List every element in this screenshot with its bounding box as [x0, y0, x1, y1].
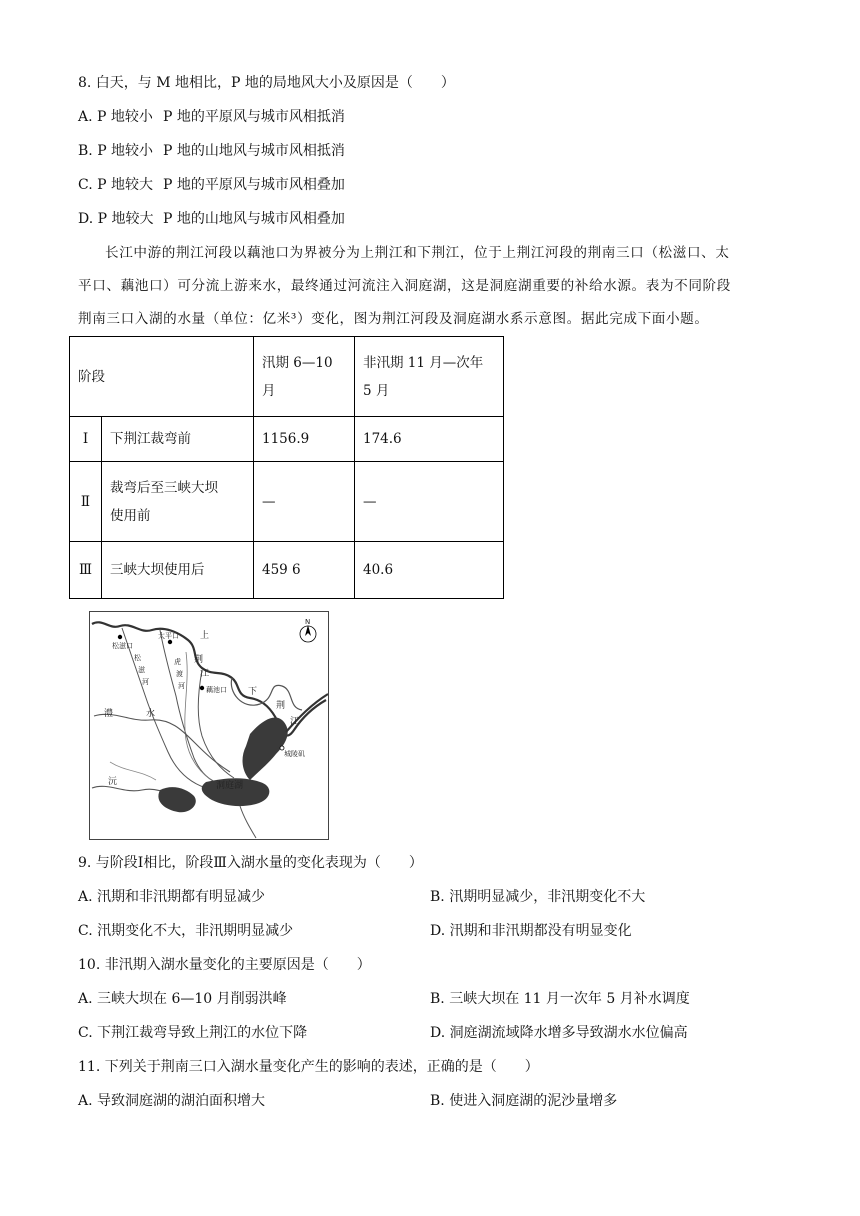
q10-option-b: B. 三峡大坝在 11 月一次年 5 月补水调度 — [430, 991, 690, 1007]
table-header-dry-line2: 5 月 — [363, 382, 390, 399]
jingjiang-dongting-map — [89, 611, 329, 840]
table-header-dry — [355, 337, 504, 417]
q8-option-b — [78, 141, 345, 161]
q8-option-d-letter: D. P 地较大 — [78, 211, 154, 227]
table-row-2-name-line2: 使用前 — [110, 507, 151, 524]
map-label-zi: 滋 — [138, 666, 145, 674]
table-header-flood-line1: 汛期 6—10 — [262, 354, 333, 371]
north-arrow-icon — [300, 618, 316, 642]
map-label-hu: 虎 — [174, 658, 181, 666]
passage-line-1-text: 长江中游的荆江河段以藕池口为界被分为上荆江和下荆江，位于上荆江河段的荆南三口（松滋口、太 — [105, 245, 730, 261]
table-row-2-dry: — — [355, 462, 504, 542]
q8-stem: 8. 白天，与 M 地相比，P 地的局地风大小及原因是（ ） — [78, 75, 455, 91]
map-huduhe-river — [160, 630, 222, 784]
table-row-3-dry: 40.6 — [355, 542, 504, 599]
map-xiangjiang-river — [240, 806, 256, 838]
q8-option-c-letter: C. P 地较大 — [78, 177, 153, 193]
map-oukou-point — [200, 686, 204, 690]
map-label-xia: 下 — [248, 687, 258, 697]
q10-stem: 10. 非汛期入湖水量变化的主要原因是（ ） — [78, 957, 371, 973]
map-label-yuan: 沅 — [108, 777, 118, 787]
q10-option-d: D. 洞庭湖流域降水增多导致湖水水位偏高 — [430, 1025, 688, 1041]
map-label-taipingkou: 太平口 — [158, 632, 179, 640]
table-row — [70, 462, 504, 542]
map-label-he1: 河 — [142, 678, 149, 686]
q9-stem: 9. 与阶段Ⅰ相比，阶段Ⅲ入湖水量的变化表现为（ ） — [78, 855, 423, 871]
q8-option-d-text: P 地的山地风与城市风相叠加 — [163, 211, 345, 227]
table-header-row — [70, 337, 504, 417]
map-label-chenglingji: 城陵矶 — [284, 750, 305, 758]
map-dongting-west — [158, 787, 195, 812]
q8-option-d — [78, 209, 345, 229]
stage-table — [69, 336, 504, 599]
map-label-jiang2: 江 — [290, 717, 300, 727]
q8-option-a-text: P 地的平原风与城市风相抵消 — [163, 109, 345, 125]
q8-option-b-letter: B. P 地较小 — [78, 143, 154, 159]
map-label-dongting: 洞庭湖 — [216, 781, 244, 791]
table-row-3-name: 三峡大坝使用后 — [102, 542, 254, 599]
q9-option-b: B. 汛期明显减少，非汛期变化不大 — [430, 889, 646, 905]
passage-line-2: 平口、藕池口）可分流上游来水，最终通过河流注入洞庭湖，这是洞庭湖重要的补给水源。表为不同阶段 — [78, 278, 731, 294]
table-header-flood-line2: 月 — [262, 382, 276, 399]
map-taipingkou-point — [168, 640, 172, 644]
q9-option-c: C. 汛期变化不大，非汛期明显减少 — [78, 923, 294, 939]
map-label-shang: 上 — [200, 631, 210, 641]
q8-option-c-text: P 地的平原风与城市风相叠加 — [163, 177, 345, 193]
table-row-3-num: Ⅲ — [70, 542, 102, 599]
passage — [78, 237, 780, 336]
q11-stem: 11. 下列关于荆南三口入湖水量变化产生的影响的表述，正确的是（ ） — [78, 1059, 539, 1075]
table-row-1-flood: 1156.9 — [254, 417, 355, 462]
map-lishui-river — [94, 714, 230, 772]
table-row-1-name: 下荆江裁弯前 — [102, 417, 254, 462]
map-label-jing1: 荆 — [194, 655, 204, 665]
table-row-3-flood: 459 6 — [254, 542, 355, 599]
q10-option-a: A. 三峡大坝在 6—10 月削弱洪峰 — [78, 991, 287, 1007]
table-row — [70, 417, 504, 462]
q8-option-b-text: P 地的山地风与城市风相抵消 — [163, 143, 345, 159]
map-label-song: 松 — [134, 654, 141, 662]
map-label-songzikou: 松滋口 — [112, 642, 133, 650]
table-row-2-flood: — — [254, 462, 355, 542]
table-row-1-dry: 174.6 — [355, 417, 504, 462]
table-row-1-num: Ⅰ — [70, 417, 102, 462]
table-header-stage: 阶段 — [70, 337, 254, 417]
table-row-2-name-line1: 裁弯后至三峡大坝 — [110, 479, 218, 496]
map-svg — [90, 612, 328, 839]
table-header-flood — [254, 337, 355, 417]
passage-line-1 — [78, 237, 780, 270]
q8-option-a — [78, 107, 345, 127]
table-header-dry-line1: 非汛期 11 月—次年 — [363, 354, 484, 371]
table-row-2-num: Ⅱ — [70, 462, 102, 542]
map-label-jiang1: 江 — [200, 669, 210, 679]
q8-option-a-letter: A. P 地较小 — [78, 109, 153, 125]
map-label-shui: 水 — [146, 709, 156, 719]
map-label-jing2: 荆 — [276, 701, 286, 711]
map-label-du: 渡 — [176, 670, 183, 678]
q10-option-c: C. 下荆江裁弯导致上荆江的水位下降 — [78, 1025, 308, 1041]
q11-option-b: B. 使进入洞庭湖的泥沙量增多 — [430, 1093, 618, 1109]
map-label-north: N — [305, 618, 311, 626]
q11-option-a: A. 导致洞庭湖的湖泊面积增大 — [78, 1093, 266, 1109]
table-row-2-name — [102, 462, 254, 542]
passage-line-3: 荆南三口入湖的水量（单位：亿米³）变化，图为荆江河段及洞庭湖水系示意图。据此完成下面小题。 — [78, 311, 709, 327]
q9-option-d: D. 汛期和非汛期都没有明显变化 — [430, 923, 632, 939]
q8-option-c — [78, 175, 345, 195]
map-label-he2: 河 — [178, 682, 185, 690]
table-row — [70, 542, 504, 599]
map-label-oukou: 藕池口 — [206, 686, 227, 694]
q9-option-a: A. 汛期和非汛期都有明显减少 — [78, 889, 266, 905]
map-songzikou-point — [118, 635, 122, 639]
map-label-li: 澧 — [104, 709, 114, 719]
map-songzi-river — [122, 628, 206, 788]
